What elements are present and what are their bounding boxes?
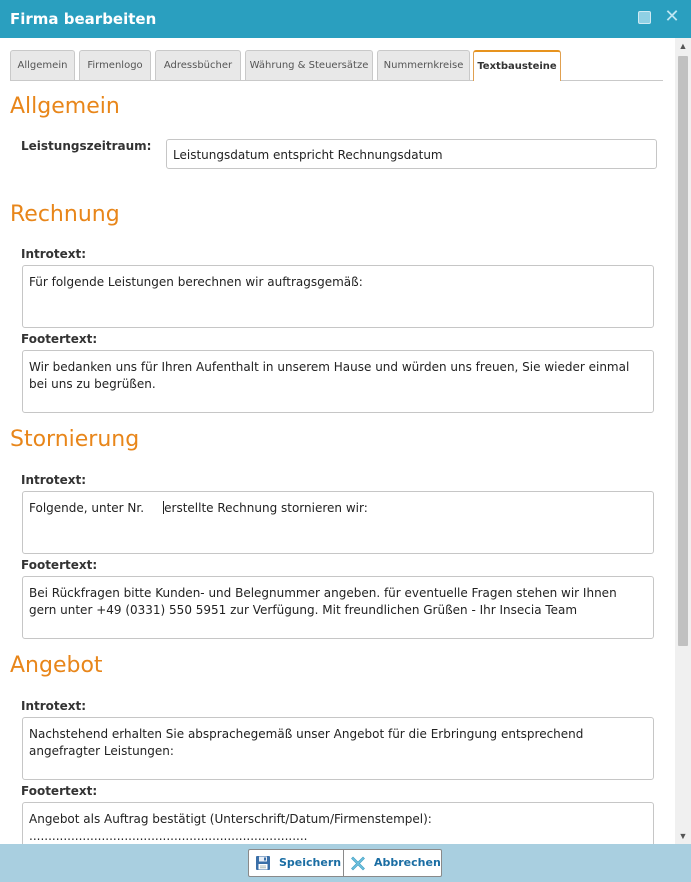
cancel-button-label: Abbrechen	[374, 856, 441, 869]
stornierung-intro-text-after: erstellte Rechnung stornieren wir:	[164, 501, 368, 515]
stornierung-footer-label: Footertext:	[21, 558, 98, 572]
section-heading-angebot: Angebot	[10, 653, 103, 678]
cancel-button[interactable]	[344, 850, 441, 876]
rechnung-footer-textarea[interactable]: Wir bedanken uns für Ihren Aufenthalt in unserem Hause und würden uns freuen, Sie wieder einmal bei uns zu begrüßen.	[22, 350, 654, 413]
cross-icon	[350, 855, 366, 871]
leistungszeitraum-select[interactable]: Leistungsdatum entspricht Rechnungsdatum	[166, 139, 657, 169]
angebot-intro-textarea[interactable]: Nachstehend erhalten Sie absprachegemäß unser Angebot für die Erbringung entsprechend angefragter Leistungen:	[22, 717, 654, 780]
section-heading-allgemein: Allgemein	[10, 94, 120, 119]
scroll-up-icon[interactable]: ▲	[678, 41, 688, 51]
tab-bar	[10, 50, 663, 81]
floppy-disk-icon	[255, 855, 271, 871]
maximize-icon[interactable]	[638, 11, 651, 24]
rechnung-intro-textarea[interactable]: Für folgende Leistungen berechnen wir auftragsgemäß:	[22, 265, 654, 328]
section-heading-stornierung: Stornierung	[10, 427, 140, 452]
stornierung-footer-textarea[interactable]: Bei Rückfragen bitte Kunden- und Belegnummer angeben. für eventuelle Fragen stehen wir Ihnen gern unter +49 (0331) 550 5951 zur Verfügung. Mit freundlichen Grüßen - Ihr Insecia Team	[22, 576, 654, 639]
window-titlebar	[0, 0, 691, 38]
footer-button-group	[248, 849, 442, 877]
stornierung-intro-text-before: Folgende, unter Nr.	[29, 501, 145, 515]
angebot-footer-label: Footertext:	[21, 784, 98, 798]
tab-waehrung-steuersaetze[interactable]: Währung & Steuersätze	[245, 50, 373, 80]
angebot-footer-textarea[interactable]: Angebot als Auftrag bestätigt (Unterschrift/Datum/Firmenstempel): .........................................................................	[22, 802, 654, 844]
tab-allgemein[interactable]: Allgemein	[10, 50, 75, 80]
tab-nummernkreise[interactable]: Nummernkreise	[377, 50, 470, 80]
tab-firmenlogo[interactable]: Firmenlogo	[79, 50, 151, 80]
tab-adressbuecher[interactable]: Adressbücher	[155, 50, 241, 80]
dialog-content	[0, 38, 675, 844]
rechnung-footer-label: Footertext:	[21, 332, 98, 346]
dialog-footer	[0, 844, 691, 882]
save-button[interactable]	[249, 850, 344, 876]
stornierung-intro-label: Introtext:	[21, 473, 87, 487]
rechnung-intro-label: Introtext:	[21, 247, 87, 261]
scroll-down-icon[interactable]: ▼	[678, 831, 688, 841]
section-heading-rechnung: Rechnung	[10, 202, 120, 227]
stornierung-intro-textarea[interactable]	[22, 491, 654, 554]
save-button-label: Speichern	[279, 856, 342, 869]
close-icon[interactable]: ✕	[664, 6, 680, 27]
leistungszeitraum-label: Leistungszeitraum:	[21, 139, 152, 153]
angebot-intro-label: Introtext:	[21, 699, 87, 713]
tab-textbausteine[interactable]: Textbausteine	[473, 50, 561, 81]
vertical-scrollbar[interactable]	[675, 38, 691, 844]
window-title: Firma bearbeiten	[10, 10, 157, 28]
scrollbar-thumb[interactable]	[678, 56, 688, 646]
